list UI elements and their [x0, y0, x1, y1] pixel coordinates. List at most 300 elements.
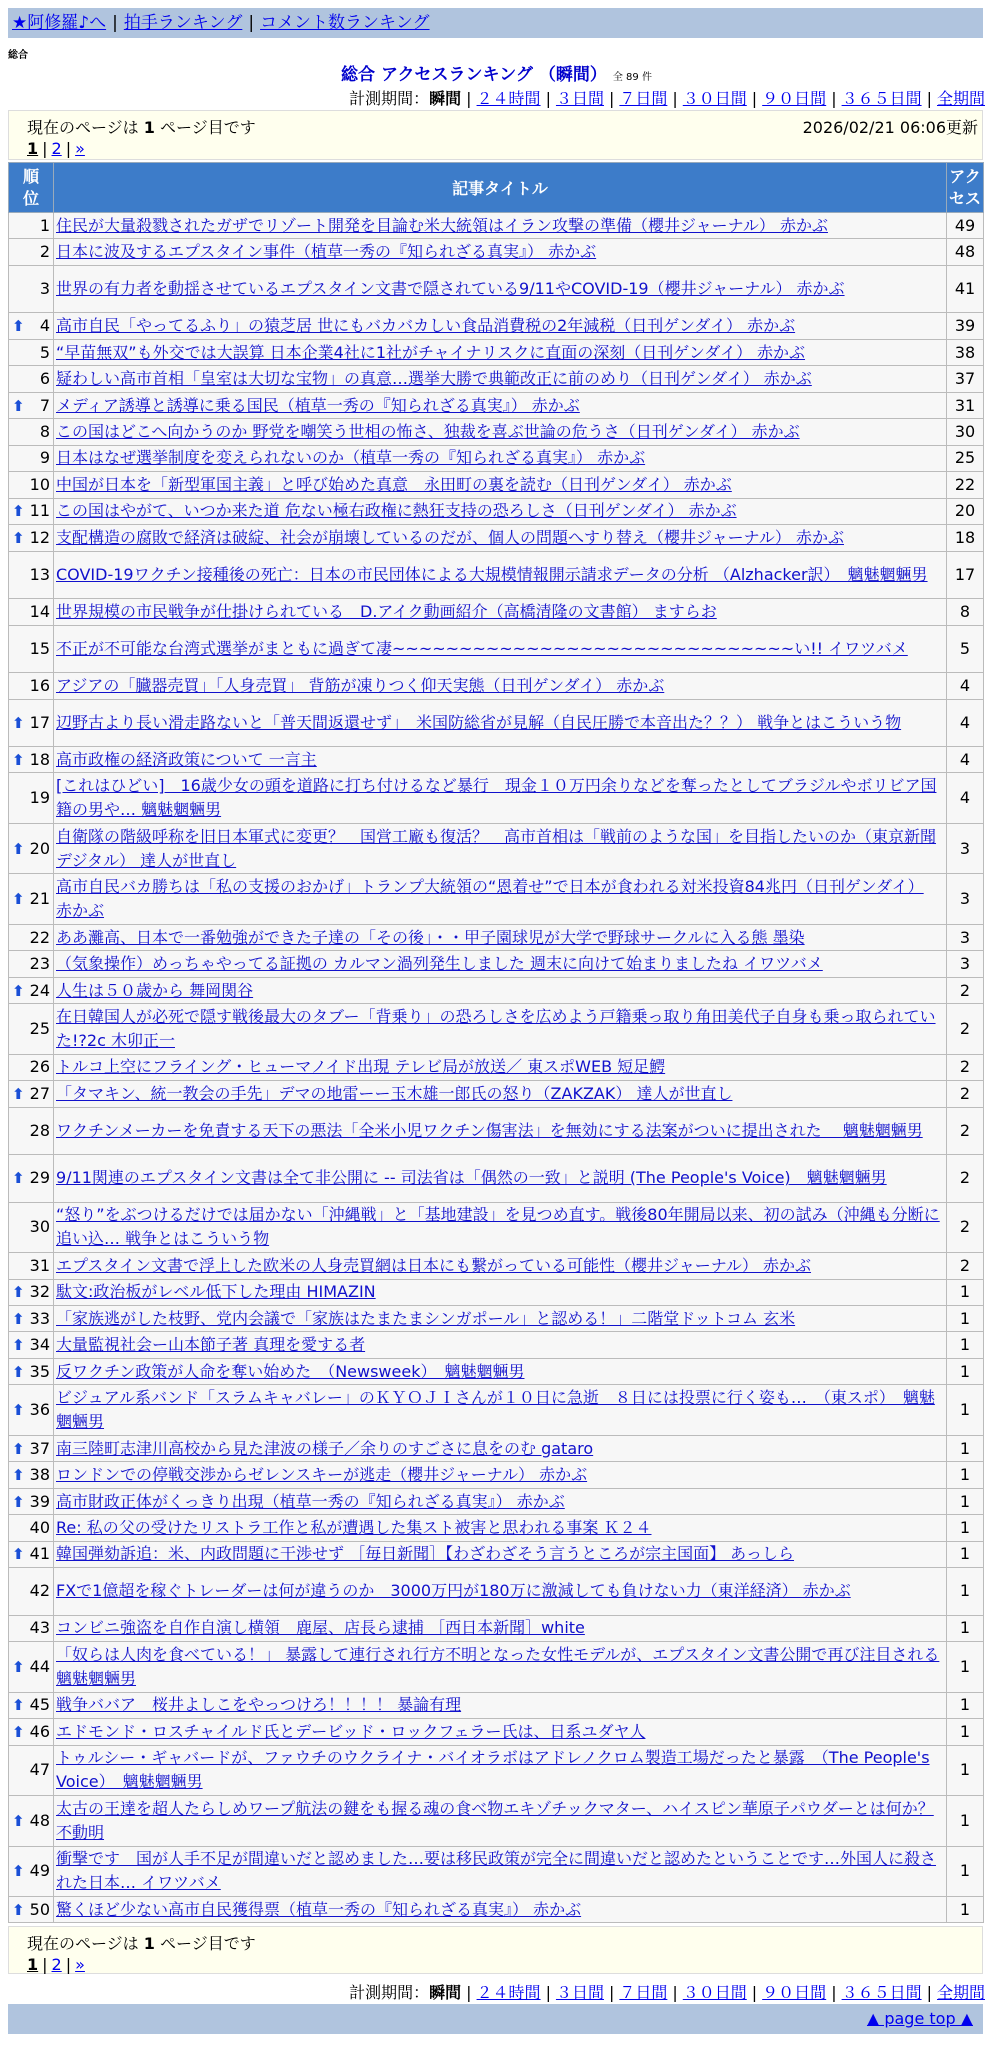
- title-cell: [54, 1541, 947, 1567]
- rank-cell: [9, 773, 54, 823]
- table-row: [9, 1279, 984, 1305]
- page-info-top: [8, 110, 983, 160]
- table-row: [9, 1435, 984, 1461]
- rank-number: 33: [29, 1308, 50, 1328]
- table-row: [9, 1719, 984, 1745]
- title-cell: [54, 313, 947, 339]
- table-row: [9, 1202, 984, 1252]
- table-row: [9, 1081, 984, 1107]
- article-link[interactable]: 在日韓国人が必死で隠す戦後最大のタブー「背乗り」の恐ろしさを広めよう戸籍乗っ取り角田美代子自身も乗っ取られていた!?2c 木卯正一: [56, 1006, 936, 1050]
- period-separator: |: [926, 1983, 932, 2002]
- rank-cell: [9, 339, 54, 365]
- access-count: 38: [947, 339, 984, 365]
- period-link[interactable]: ３６５日間: [841, 89, 922, 108]
- up-arrow-icon: ⬆: [12, 1439, 25, 1458]
- page-top-link[interactable]: ▲ page top ▲: [866, 2009, 973, 2028]
- up-arrow-icon: ⬆: [12, 713, 25, 732]
- table-row: [9, 339, 984, 365]
- access-count: 41: [947, 265, 984, 312]
- article-link[interactable]: ロンドンでの停戦交渉からゼレンスキーが逃走（櫻井ジャーナル） 赤かぶ: [56, 1465, 588, 1485]
- access-count: 2: [947, 977, 984, 1003]
- rank-cell: [9, 1004, 54, 1054]
- article-link[interactable]: 高市自民「やってるふり」の猿芝居 世にもバカバカしい食品消費税の2年減税（日刊ゲンダイ） 赤かぶ: [56, 316, 796, 336]
- access-count: 2: [947, 1081, 984, 1107]
- rank-cell: [9, 472, 54, 498]
- title-cell: [54, 1615, 947, 1641]
- period-link[interactable]: ３０日間: [682, 1983, 747, 2002]
- period-link[interactable]: ２４時間: [476, 1983, 541, 2002]
- period-link[interactable]: ３日間: [555, 1983, 604, 2002]
- clap-ranking-link[interactable]: 拍手ランキング: [123, 13, 243, 33]
- access-count: 1: [947, 1846, 984, 1896]
- article-link[interactable]: 韓国弾劾訴追：米、内政問題に干渉せず ［毎日新聞］【わざわざそう言うところが宗主国面】 あっしら: [56, 1544, 795, 1564]
- table-row: [9, 392, 984, 418]
- title-cell: [54, 1155, 947, 1202]
- rank-number: 6: [39, 369, 50, 389]
- up-arrow-icon: ⬆: [12, 890, 25, 909]
- up-arrow-icon: ⬆: [12, 1401, 25, 1420]
- period-separator: |: [831, 1983, 837, 2002]
- period-selector-top: [349, 86, 985, 109]
- rank-cell: [9, 551, 54, 598]
- article-link[interactable]: エドモンド・ロスチャイルド氏とデービッド・ロックフェラー氏は、日系ユダヤ人: [56, 1721, 646, 1741]
- access-count: 1: [947, 1642, 984, 1692]
- table-row: [9, 1692, 984, 1718]
- article-link[interactable]: トゥルシー・ギャバードが、ファウチのウクライナ・バイオラボはアドレノクロム製造工場だったと暴露 （The People's Voice） 魑魅魍魎男: [56, 1748, 930, 1792]
- item-count: 全 89 件: [612, 72, 652, 83]
- title-cell: [54, 419, 947, 445]
- up-arrow-icon: ⬆: [12, 1169, 25, 1188]
- up-arrow-icon: ⬆: [12, 1900, 25, 1919]
- access-count: 1: [947, 1332, 984, 1358]
- title-cell: [54, 1896, 947, 1922]
- rank-cell: [9, 498, 54, 524]
- page-separator: |: [42, 139, 48, 158]
- article-link[interactable]: 自衛隊の階級呼称を旧日本軍式に変更？ 国営工廠も復活？ 高市首相は「戦前のような国」を目指したいのか（東京新聞デジタル） 達人が世直し: [56, 826, 937, 870]
- period-separator: |: [466, 1983, 472, 2002]
- table-row: [9, 239, 984, 265]
- title-cell: [54, 213, 947, 239]
- next-page-link[interactable]: »: [75, 139, 85, 158]
- article-link[interactable]: 「家族逃がした枝野、党内会議で「家族はたまたまシンガポール」と認める！」二階堂ドットコム 玄米: [56, 1308, 796, 1328]
- up-arrow-icon: ⬆: [12, 750, 25, 769]
- pagination-bottom: [27, 1955, 85, 1974]
- rank-cell: [9, 874, 54, 924]
- access-count: 20: [947, 498, 984, 524]
- access-count: 2: [947, 1107, 984, 1154]
- up-arrow-icon: ⬆: [12, 1657, 25, 1676]
- access-count: 1: [947, 1488, 984, 1514]
- access-count: 2: [947, 1155, 984, 1202]
- table-row: [9, 823, 984, 873]
- article-link[interactable]: ああ灘高、日本で一番勉強ができた子達の「その後」・・甲子園球児が大学で野球サークルに入る態 墨染: [56, 927, 805, 947]
- table-row: [9, 951, 984, 977]
- table-header-row: [9, 163, 984, 213]
- article-link[interactable]: トルコ上空にフライング・ヒューマノイド出現 テレビ局が放送／ 東スポWEB 短足鰐: [56, 1057, 666, 1077]
- table-row: [9, 1846, 984, 1896]
- access-count: 37: [947, 366, 984, 392]
- footer-bar: [8, 2004, 983, 2034]
- article-link[interactable]: 世界の有力者を動揺させているエプスタイン文書で隠されている9/11やCOVID-19（櫻井ジャーナル） 赤かぶ: [56, 279, 845, 299]
- access-count: 1: [947, 1692, 984, 1718]
- home-link[interactable]: ★阿修羅♪へ: [12, 13, 107, 33]
- rank-cell: [9, 445, 54, 471]
- article-link[interactable]: 9/11関連のエプスタイン文書は全て非公開に -- 司法省は「偶然の一致」と説明 (The People's Voice) 魑魅魍魎男: [56, 1168, 887, 1188]
- title-cell: [54, 1488, 947, 1514]
- up-arrow-icon: ⬆: [12, 1283, 25, 1302]
- access-count: 3: [947, 874, 984, 924]
- title-cell: [54, 392, 947, 418]
- title-cell: [54, 1435, 947, 1461]
- period-link[interactable]: ３０日間: [682, 89, 747, 108]
- article-link[interactable]: 疑わしい高市首相「皇室は大切な宝物」の真意…選挙大勝で典範改正に前のめり（日刊ゲンダイ） 赤かぶ: [56, 369, 812, 389]
- article-link[interactable]: FXで1億超を稼ぐトレーダーは何が違うのか 3000万円が180万に激減しても負けない力（東洋経済） 赤かぶ: [56, 1581, 851, 1601]
- article-link[interactable]: 「奴らは人肉を食べている！」 暴露して連行され行方不明となった女性モデルが、エプスタイン文書公開で再び注目される 魑魅魍魎男: [56, 1644, 940, 1688]
- comment-ranking-link[interactable]: コメント数ランキング: [260, 13, 430, 33]
- article-link[interactable]: エプスタイン文書で浮上した欧米の人身売買網は日本にも繋がっている可能性（櫻井ジャーナル） 赤かぶ: [56, 1255, 812, 1275]
- access-count: 1: [947, 1745, 984, 1795]
- article-link[interactable]: メディア誘導と誘導に乗る国民（植草一秀の『知られざる真実』） 赤かぶ: [56, 395, 580, 415]
- rank-cell: [9, 951, 54, 977]
- period-separator: |: [751, 89, 758, 108]
- table-row: [9, 1896, 984, 1922]
- table-row: [9, 525, 984, 551]
- rank-number: 1: [39, 215, 50, 235]
- ranking-table-body: [9, 213, 984, 1923]
- article-link[interactable]: “怒り”をぶつけるだけでは届かない「沖縄戦」と「基地建設」を見つめ直す。戦後80年開局以来、初の試み（沖縄も分断に追い込… 戦争とはこういう物: [56, 1205, 940, 1249]
- table-row: [9, 1358, 984, 1384]
- up-arrow-icon: ⬆: [12, 1722, 25, 1741]
- article-link[interactable]: 太古の王達を超人たらしめワープ航法の鍵をも握る魂の食べ物エキゾチックマター、ハイスピン華原子パウダーとは何か？ 不動明: [56, 1798, 934, 1842]
- table-row: [9, 773, 984, 823]
- title-cell: [54, 1385, 947, 1435]
- up-arrow-icon: ⬆: [12, 981, 25, 1000]
- article-link[interactable]: 反ワクチン政策が人命を奪い始めた （Newsweek） 魑魅魍魎男: [56, 1361, 525, 1381]
- access-count: 1: [947, 1306, 984, 1332]
- table-row: [9, 1796, 984, 1846]
- title-cell: [54, 551, 947, 598]
- article-link[interactable]: 日本はなぜ選挙制度を変えられないのか（植草一秀の『知られざる真実』） 赤かぶ: [56, 448, 646, 468]
- rank-number: 8: [39, 422, 50, 442]
- access-count: 1: [947, 1385, 984, 1435]
- rank-number: 39: [29, 1491, 50, 1511]
- rank-cell: [9, 1541, 54, 1567]
- period-link[interactable]: ３日間: [555, 89, 604, 108]
- rank-cell: [9, 1462, 54, 1488]
- table-row: [9, 498, 984, 524]
- table-row: [9, 1488, 984, 1514]
- article-link[interactable]: “早苗無双”も外交では大誤算 日本企業4社に1社がチャイナリスクに直面の深刻（日刊ゲンダイ） 赤かぶ: [56, 342, 806, 362]
- period-current: 瞬間: [429, 1983, 462, 2002]
- rank-number: 15: [29, 638, 50, 658]
- access-count: 3: [947, 951, 984, 977]
- title-cell: [54, 823, 947, 873]
- access-header: アクセス: [947, 163, 984, 213]
- rank-number: 30: [29, 1217, 50, 1237]
- updated-timestamp: 2026/02/21 06:06更新: [802, 118, 978, 137]
- table-row: [9, 445, 984, 471]
- access-count: 2: [947, 1004, 984, 1054]
- category-label: 総合: [8, 50, 28, 61]
- period-separator: |: [672, 1983, 678, 2002]
- rank-number: 5: [39, 342, 50, 362]
- up-arrow-icon: ⬆: [12, 1466, 25, 1485]
- title-cell: [54, 1358, 947, 1384]
- rank-number: 16: [29, 675, 50, 695]
- access-count: 1: [947, 1435, 984, 1461]
- table-row: [9, 1054, 984, 1080]
- access-count: 30: [947, 419, 984, 445]
- article-link[interactable]: 人生は５０歳から 舞岡関谷: [56, 980, 254, 1000]
- rank-cell: [9, 699, 54, 746]
- article-link[interactable]: この国はどこへ向かうのか 野党を嘲笑う世相の怖さ、独裁を喜ぶ世論の危うさ（日刊ゲンダイ） 赤かぶ: [56, 422, 800, 442]
- period-label: 計測期間：: [349, 1983, 430, 2002]
- up-arrow-icon: ⬆: [12, 839, 25, 858]
- title-cell: [54, 924, 947, 950]
- article-link[interactable]: 戦争ババア 桜井よしこをやっつけろ！！！！ 暴論有理: [56, 1695, 462, 1715]
- period-link[interactable]: 全期間: [936, 89, 985, 108]
- title-cell: [54, 1253, 947, 1279]
- table-row: [9, 313, 984, 339]
- article-link[interactable]: 高市政権の経済政策について 一言主: [56, 749, 317, 769]
- article-link[interactable]: 不正が不可能な台湾式選挙がまともに過ぎて凄~~~~~~~~~~~~~~~~~~~~~~~~~~~~~~い!! イワツバメ: [56, 638, 908, 658]
- title-cell: [54, 265, 947, 312]
- rank-cell: [9, 1615, 54, 1641]
- title-cell: [54, 1004, 947, 1054]
- title-header: 記事タイトル: [54, 163, 947, 213]
- table-row: [9, 551, 984, 598]
- rank-cell: [9, 1796, 54, 1846]
- table-row: [9, 1107, 984, 1154]
- rank-cell: [9, 1568, 54, 1615]
- title-cell: [54, 1081, 947, 1107]
- rank-cell: [9, 746, 54, 772]
- access-count: 25: [947, 445, 984, 471]
- period-link[interactable]: ９０日間: [762, 1983, 827, 2002]
- rank-cell: [9, 924, 54, 950]
- period-link[interactable]: ３６５日間: [841, 1983, 922, 2002]
- page-title: [0, 60, 993, 85]
- rank-number: 22: [29, 927, 50, 947]
- title-cell: [54, 366, 947, 392]
- page-link[interactable]: 1: [27, 139, 39, 158]
- article-link[interactable]: [これはひどい] 16歳少女の頭を道路に打ち付けるなど暴行 現金１０万円余りなどを奪ったとしてブラジルやボリビア国籍の男や… 魑魅魍魎男: [56, 776, 937, 820]
- page-info-text: 現在のページは 1 ページ目です: [27, 118, 256, 137]
- table-row: [9, 366, 984, 392]
- article-link[interactable]: 高市財政正体がくっきり出現（植草一秀の『知られざる真実』） 赤かぶ: [56, 1491, 565, 1511]
- rank-cell: [9, 823, 54, 873]
- access-count: 1: [947, 1719, 984, 1745]
- rank-cell: [9, 1155, 54, 1202]
- article-link[interactable]: 衝撃です 国が人手不足が間違いだと認めました…要は移民政策が完全に間違いだと認めたということです…外国人に殺された日本… イワツバメ: [56, 1849, 937, 1893]
- page-link[interactable]: 1: [27, 1955, 39, 1974]
- table-row: [9, 1004, 984, 1054]
- rank-cell: [9, 1719, 54, 1745]
- article-link[interactable]: 驚くほど少ない高市自民獲得票（植草一秀の『知られざる真実』） 赤かぶ: [56, 1899, 582, 1919]
- rank-cell: [9, 392, 54, 418]
- article-link[interactable]: コンビニ強盗を自作自演し横領 鹿屋、店長ら逮捕 ［西日本新聞］white: [56, 1618, 585, 1638]
- rank-number: 23: [29, 954, 50, 974]
- rank-number: 26: [29, 1057, 50, 1077]
- article-link[interactable]: ワクチンメーカーを免責する天下の悪法「全米小児ワクチン傷害法」を無効にする法案がついに提出された 魑魅魍魎男: [56, 1120, 923, 1140]
- rank-number: 12: [29, 527, 50, 547]
- title-cell: [54, 977, 947, 1003]
- title-cell: [54, 1107, 947, 1154]
- rank-number: 36: [29, 1400, 50, 1420]
- rank-number: 28: [29, 1120, 50, 1140]
- title-cell: [54, 1846, 947, 1896]
- access-count: 1: [947, 1796, 984, 1846]
- title-cell: [54, 1719, 947, 1745]
- title-cell: [54, 874, 947, 924]
- period-link[interactable]: ７日間: [619, 89, 668, 108]
- rank-number: 50: [29, 1899, 50, 1919]
- access-count: 39: [947, 313, 984, 339]
- rank-cell: [9, 1279, 54, 1305]
- period-link[interactable]: ９０日間: [762, 89, 827, 108]
- access-count: 31: [947, 392, 984, 418]
- title-cell: [54, 699, 947, 746]
- article-link[interactable]: COVID-19ワクチン接種後の死亡：日本の市民団体による大規模情報開示請求データの分析 （Alzhacker訳） 魑魅魍魎男: [56, 564, 928, 584]
- rank-cell: [9, 977, 54, 1003]
- title-cell: [54, 951, 947, 977]
- article-link[interactable]: （気象操作）めっちゃやってる証拠の カルマン渦列発生しました 週末に向けて始まりましたね イワツバメ: [56, 954, 823, 974]
- period-separator: |: [608, 1983, 615, 2002]
- rank-cell: [9, 366, 54, 392]
- rank-number: 13: [29, 564, 50, 584]
- rank-number: 3: [39, 279, 50, 299]
- up-arrow-icon: ⬆: [12, 317, 25, 336]
- access-count: 18: [947, 525, 984, 551]
- rank-cell: [9, 599, 54, 625]
- article-link[interactable]: 支配構造の腐敗で経済は破綻、社会が崩壊しているのだが、個人の問題へすり替え（櫻井ジャーナル） 赤かぶ: [56, 527, 844, 547]
- rank-cell: [9, 1202, 54, 1252]
- pagination-top: [27, 139, 85, 158]
- up-arrow-icon: ⬆: [12, 1362, 25, 1381]
- title-cell: [54, 1462, 947, 1488]
- table-row: [9, 1253, 984, 1279]
- rank-number: 48: [29, 1810, 50, 1830]
- access-count: 22: [947, 472, 984, 498]
- rank-number: 24: [29, 980, 50, 1000]
- rank-number: 17: [29, 712, 50, 732]
- period-separator: |: [545, 89, 551, 108]
- rank-number: 46: [29, 1721, 50, 1741]
- rank-cell: [9, 313, 54, 339]
- period-link[interactable]: ７日間: [619, 1983, 668, 2002]
- page-info-bottom: [8, 1926, 983, 1974]
- article-link[interactable]: 世界規模の市民戦争が仕掛けられている D.アイク動画紹介（高橋清隆の文書館） ますらお: [56, 601, 717, 621]
- period-separator: |: [608, 89, 615, 108]
- access-count: 4: [947, 746, 984, 772]
- article-link[interactable]: 中国が日本を「新型軍国主義」と呼び始めた真意 永田町の裏を読む（日刊ゲンダイ） 赤かぶ: [56, 474, 732, 494]
- title-cell: [54, 445, 947, 471]
- article-link[interactable]: 高市自民バカ勝ちは「私の支援のおかげ」トランプ大統領の“恩着せ”で日本が食われる対米投資84兆円（日刊ゲンダイ） 赤かぶ: [56, 877, 924, 921]
- access-count: 1: [947, 1358, 984, 1384]
- period-label: 計測期間：: [349, 89, 430, 108]
- access-count: 48: [947, 239, 984, 265]
- next-page-link[interactable]: »: [75, 1955, 85, 1974]
- access-count: 4: [947, 699, 984, 746]
- access-count: 1: [947, 1615, 984, 1641]
- period-link[interactable]: ２４時間: [476, 89, 541, 108]
- period-link[interactable]: 全期間: [936, 1983, 985, 2002]
- access-count: 2: [947, 1202, 984, 1252]
- up-arrow-icon: ⬆: [12, 1492, 25, 1511]
- rank-number: 20: [29, 838, 50, 858]
- top-nav-bar: [8, 8, 983, 38]
- table-row: [9, 699, 984, 746]
- title-cell: [54, 746, 947, 772]
- rank-cell: [9, 1081, 54, 1107]
- rank-number: 44: [29, 1656, 50, 1676]
- rank-number: 29: [29, 1168, 50, 1188]
- table-row: [9, 419, 984, 445]
- article-link[interactable]: 住民が大量殺戮されたガザでリゾート開発を目論む米大統領はイラン攻撃の準備（櫻井ジャーナル） 赤かぶ: [56, 215, 828, 235]
- up-arrow-icon: ⬆: [12, 1545, 25, 1564]
- title-cell: [54, 1515, 947, 1541]
- access-count: 1: [947, 1515, 984, 1541]
- rank-cell: [9, 1358, 54, 1384]
- table-row: [9, 1642, 984, 1692]
- article-link[interactable]: 駄文:政治板がレベル低下した理由 HIMAZIN: [56, 1282, 376, 1302]
- period-separator: |: [545, 1983, 551, 2002]
- title-cell: [54, 1279, 947, 1305]
- article-link[interactable]: 辺野古より長い滑走路ないと「普天間返還せず」 米国防総省が見解（自民圧勝で本音出た？？） 戦争とはこういう物: [56, 712, 902, 732]
- title-cell: [54, 599, 947, 625]
- table-row: [9, 1615, 984, 1641]
- rank-number: 41: [29, 1544, 50, 1564]
- page-separator: |: [65, 139, 72, 158]
- article-link[interactable]: Re: 私の父の受けたリストラ工作と私が遭遇した集スト被害と思われる事案 Ｋ２４: [56, 1518, 652, 1538]
- table-row: [9, 1745, 984, 1795]
- page-link[interactable]: 2: [51, 1955, 62, 1974]
- access-count: 4: [947, 673, 984, 699]
- article-link[interactable]: この国はやがて、いつか来た道 危ない極右政権に熱狂支持の恐ろしさ（日刊ゲンダイ） 赤かぶ: [56, 501, 737, 521]
- rank-number: 10: [29, 474, 50, 494]
- nav-separator: |: [248, 13, 255, 33]
- ranking-table: [8, 162, 984, 1923]
- period-separator: |: [751, 1983, 758, 2002]
- page-link[interactable]: 2: [51, 139, 62, 158]
- article-link[interactable]: 「タマキン、統一教会の手先」デマの地雷ーー玉木雄一郎氏の怒り（ZAKZAK） 達人が世直し: [56, 1083, 733, 1103]
- period-separator: |: [672, 89, 678, 108]
- table-row: [9, 673, 984, 699]
- nav-separator: |: [112, 13, 118, 33]
- title-cell: [54, 339, 947, 365]
- table-row: [9, 1541, 984, 1567]
- period-selector-bottom: [349, 1980, 985, 2003]
- rank-cell: [9, 1332, 54, 1358]
- page-separator: |: [65, 1955, 72, 1974]
- rank-number: 42: [29, 1581, 50, 1601]
- article-link[interactable]: 南三陸町志津川高校から見た津波の様子／余りのすごさに息をのむ gataro: [56, 1438, 594, 1458]
- article-link[interactable]: 大量監視社会ー山本節子著 真理を愛する者: [56, 1335, 366, 1355]
- table-row: [9, 1385, 984, 1435]
- rank-number: 40: [29, 1518, 50, 1538]
- table-row: [9, 625, 984, 672]
- article-link[interactable]: アジアの「臓器売買」「人身売買」 背筋が凍りつく仰天実態（日刊ゲンダイ） 赤かぶ: [56, 675, 665, 695]
- article-link[interactable]: 日本に波及するエプスタイン事件（植草一秀の『知られざる真実』） 赤かぶ: [56, 242, 597, 262]
- title-cell: [54, 239, 947, 265]
- rank-number: 4: [39, 316, 50, 336]
- period-current: 瞬間: [429, 89, 462, 108]
- up-arrow-icon: ⬆: [12, 528, 25, 547]
- title-cell: [54, 472, 947, 498]
- article-link[interactable]: ビジュアル系バンド「スラムキャバレー」のＫＹＯＪＩさんが１０日に急逝 ８日には投票に行く姿も… （東スポ） 魑魅魍魎男: [56, 1388, 935, 1432]
- table-row: [9, 977, 984, 1003]
- up-arrow-icon: ⬆: [12, 1309, 25, 1328]
